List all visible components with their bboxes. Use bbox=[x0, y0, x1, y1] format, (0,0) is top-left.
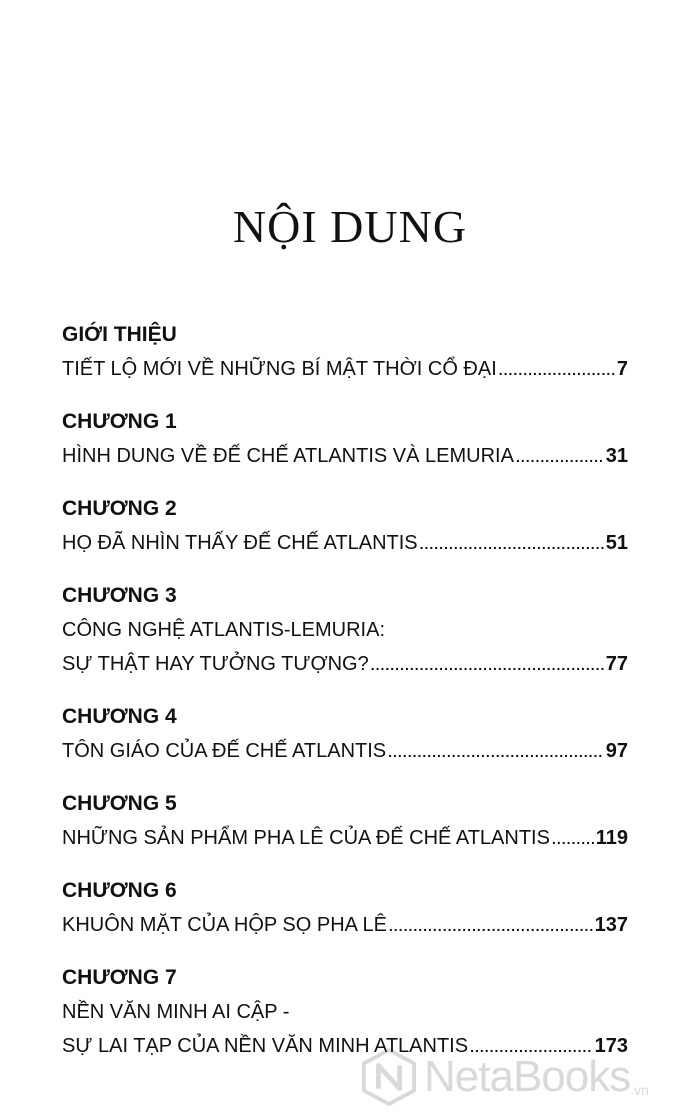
toc-entry bbox=[62, 908, 628, 943]
section-heading: GIỚI THIỆU bbox=[62, 323, 177, 346]
page-number: 137 bbox=[594, 914, 628, 936]
section-heading: CHƯƠNG 7 bbox=[62, 966, 177, 989]
page-number: 31 bbox=[605, 445, 628, 467]
toc-entry bbox=[62, 734, 628, 769]
entry-title: HÌNH DUNG VỀ ĐẾ CHẾ ATLANTIS VÀ LEMURIA bbox=[62, 445, 514, 467]
section-heading: CHƯƠNG 2 bbox=[62, 497, 177, 520]
entry-title: KHUÔN MẶT CỦA HỘP SỌ PHA LÊ bbox=[62, 914, 387, 936]
section-heading: CHƯƠNG 4 bbox=[62, 705, 177, 728]
watermark-text: NetaBooks bbox=[424, 1052, 631, 1101]
page-number: 173 bbox=[594, 1035, 628, 1057]
toc-section-chapter-2 bbox=[62, 492, 628, 561]
entry-title: TÔN GIÁO CỦA ĐẾ CHẾ ATLANTIS bbox=[62, 740, 387, 762]
page-number: 119 bbox=[595, 827, 628, 849]
toc-entry bbox=[62, 647, 628, 682]
toc-entry-line-1 bbox=[62, 995, 628, 1029]
dot-leader bbox=[420, 526, 604, 561]
toc-section-chapter-1 bbox=[62, 405, 628, 474]
toc-section-chapter-5 bbox=[62, 787, 628, 856]
section-heading: CHƯƠNG 1 bbox=[62, 410, 177, 433]
page-number: 7 bbox=[616, 358, 628, 380]
dot-leader bbox=[389, 908, 593, 943]
toc-entry bbox=[62, 352, 628, 387]
page-number: 51 bbox=[605, 532, 628, 554]
watermark-suffix: .vn bbox=[630, 1082, 649, 1098]
entry-title: HỌ ĐÃ NHÌN THẤY ĐẾ CHẾ ATLANTIS bbox=[62, 532, 418, 554]
page-number: 77 bbox=[605, 653, 628, 675]
toc-section-chapter-6 bbox=[62, 874, 628, 943]
table-of-contents bbox=[62, 318, 628, 1082]
page-title: NỘI DUNG bbox=[232, 201, 468, 252]
entry-title: NHỮNG SẢN PHẨM PHA LÊ CỦA ĐẾ CHẾ ATLANTIS bbox=[62, 827, 550, 849]
entry-title: NỀN VĂN MINH AI CẬP - bbox=[62, 1001, 290, 1023]
toc-entry-line-1 bbox=[62, 613, 628, 647]
toc-entry bbox=[62, 439, 628, 474]
section-heading: CHƯƠNG 5 bbox=[62, 792, 177, 815]
dot-leader bbox=[388, 734, 604, 769]
toc-section-chapter-3 bbox=[62, 579, 628, 682]
watermark bbox=[360, 1042, 690, 1112]
entry-title: CÔNG NGHỆ ATLANTIS-LEMURIA: bbox=[62, 619, 386, 641]
netabooks-logo-icon bbox=[360, 1048, 418, 1106]
toc-entry bbox=[62, 526, 628, 561]
page-number: 97 bbox=[605, 740, 628, 762]
toc-entry bbox=[62, 821, 628, 856]
entry-title: TIẾT LỘ MỚI VỀ NHỮNG BÍ MẬT THỜI CỔ ĐẠI bbox=[62, 358, 497, 380]
section-heading: CHƯƠNG 3 bbox=[62, 584, 177, 607]
section-heading: CHƯƠNG 6 bbox=[62, 879, 177, 902]
dot-leader bbox=[552, 821, 594, 856]
toc-section-intro bbox=[62, 318, 628, 387]
dot-leader bbox=[371, 647, 604, 682]
dot-leader bbox=[516, 439, 604, 474]
entry-title: SỰ THẬT HAY TƯỞNG TƯỢNG? bbox=[62, 653, 369, 675]
toc-section-chapter-4 bbox=[62, 700, 628, 769]
dot-leader bbox=[499, 352, 615, 387]
entry-title: SỰ LAI TẠP CỦA NỀN VĂN MINH ATLANTIS bbox=[62, 1035, 469, 1057]
